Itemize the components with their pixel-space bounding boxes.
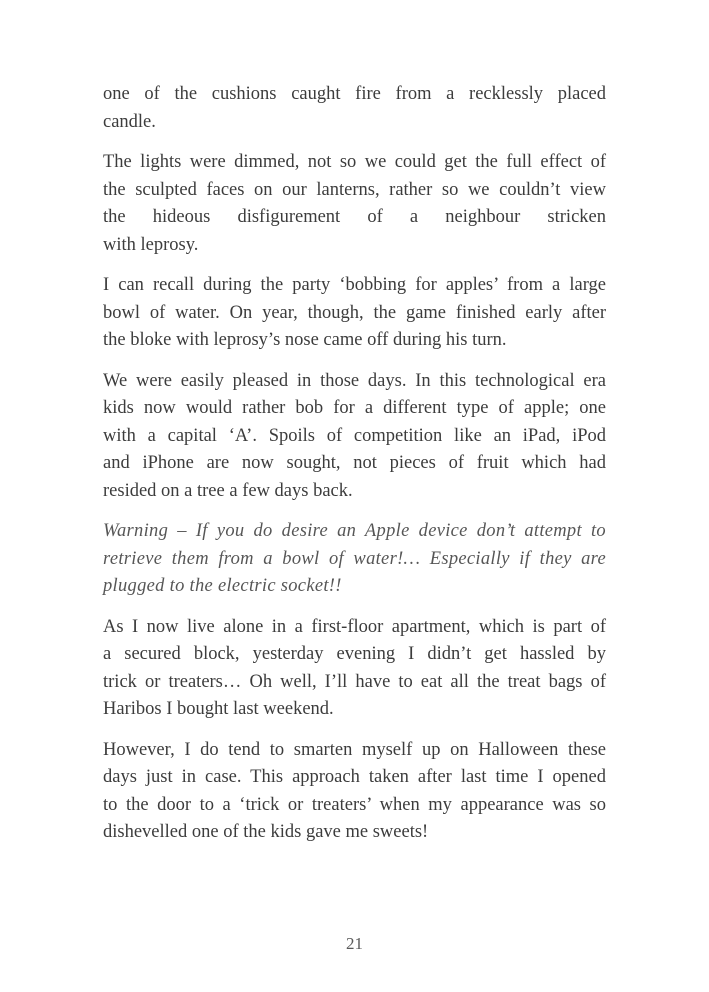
paragraph — [103, 614, 606, 724]
text-line: resided on a tree a few days back. — [103, 480, 353, 501]
paragraph — [103, 737, 606, 847]
paragraph-italic — [103, 518, 606, 601]
text-line: Haribos I bought last weekend. — [103, 699, 334, 719]
text-line: the bloke with leprosy’s nose came off during his turn. — [103, 330, 507, 350]
text-line: As I now live alone in a first-floor apartment, which is part of — [103, 616, 606, 637]
text-line: trick or treaters… Oh well, I’ll have to eat all the treat bags of — [103, 671, 606, 692]
text-line: with a capital ‘A’. Spoils of competition like an iPad, iPod — [103, 425, 606, 446]
text-line: candle. — [103, 111, 156, 132]
text-line: kids now would rather bob for a different type of apple; one — [103, 398, 606, 418]
text-line: days just in case. This approach taken after last time I opened — [103, 767, 606, 787]
text-line: I can recall during the party ‘bobbing for apples’ from a large — [103, 275, 606, 295]
text-line: the hideous disfigurement of a neighbour stricken — [103, 207, 606, 227]
text-block — [103, 81, 606, 860]
text-line: retrieve them from a bowl of water!… Especially if they are — [103, 548, 606, 569]
text-line: The lights were dimmed, not so we could get the full effect of — [103, 152, 606, 172]
text-line: bowl of water. On year, though, the game finished early after — [103, 302, 606, 323]
page-number: 21 — [346, 934, 363, 953]
text-line: one of the cushions caught fire from a recklessly placed — [103, 84, 606, 104]
text-line: However, I do tend to smarten myself up on Halloween these — [103, 739, 606, 760]
paragraph — [103, 81, 606, 136]
text-line: Warning – If you do desire an Apple device don’t attempt to — [103, 521, 606, 541]
paragraph — [103, 272, 606, 355]
text-line: to the door to a ‘trick or treaters’ when my appearance was so — [103, 794, 606, 815]
paragraph — [103, 149, 606, 259]
text-line: with leprosy. — [103, 234, 199, 255]
text-line: We were easily pleased in those days. In this technological era — [103, 370, 606, 391]
text-line: a secured block, yesterday evening I didn’t get hassled by — [103, 644, 606, 664]
text-line: plugged to the electric socket!! — [103, 576, 342, 596]
text-line: dishevelled one of the kids gave me sweets! — [103, 822, 429, 842]
text-line: and iPhone are now sought, not pieces of fruit which had — [103, 453, 606, 473]
paragraph — [103, 368, 606, 506]
text-line: the sculpted faces on our lanterns, rather so we couldn’t view — [103, 179, 606, 200]
